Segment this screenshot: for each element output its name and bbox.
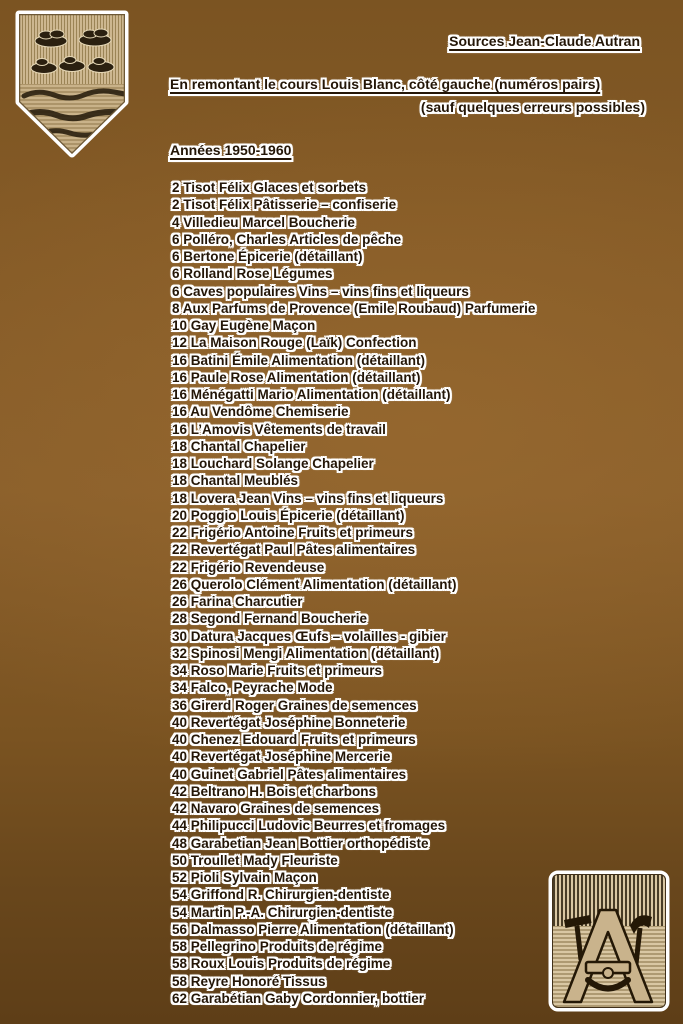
list-item: 58 Pellegrino Produits de régime (172, 939, 383, 954)
list-item: 42 Navaro Graines de semences (172, 801, 380, 816)
list-item: 40 Chenez Edouard Fruits et primeurs (172, 732, 416, 747)
list-item: 34 Falco, Peyrache Mode (172, 680, 333, 696)
list-item: 16 Paule Rose Alimentation (détaillant) (172, 369, 421, 385)
list-item: 32 Spinosi Mengi Alimentation (détaillant) (172, 645, 440, 661)
list-item: 2 Tisot Félix Pâtisserie – confiserie (172, 197, 397, 213)
list-item: 20 Poggio Louis Épicerie (détaillant) (172, 507, 405, 523)
list-item: 10 Gay Eugène Maçon (172, 318, 316, 333)
list-item: 58 Reyre Honoré Tissus (172, 973, 326, 989)
list-item: 26 Querolo Clément Alimentation (détaillant) (172, 576, 457, 592)
source-credit: Sources Jean-Claude Autran (449, 33, 640, 49)
list-item: 18 Chantal Meublés (172, 473, 299, 489)
period-heading: Années 1950-1960 (170, 142, 292, 158)
list-item: 6 Caves populaires Vins – vins fins et liqueurs (172, 283, 469, 299)
business-list (172, 179, 535, 1007)
list-item: 18 Chantal Chapelier (172, 438, 306, 454)
list-item: 22 Frigério Revendeuse (172, 559, 325, 575)
page-title: En remontant le cours Louis Blanc, côté gauche (numéros pairs) (170, 76, 601, 92)
list-item: 28 Segond Fernand Boucherie (172, 611, 368, 627)
list-item: 8 Aux Parfums de Provence (Emile Roubaud) Parfumerie (172, 300, 536, 316)
list-item: 18 Louchard Solange Chapelier (172, 456, 374, 471)
page-subtitle: (sauf quelques erreurs possibles) (420, 99, 645, 115)
list-item: 2 Tisot Félix Glaces et sorbets (172, 180, 367, 195)
list-item: 42 Beltrano H. Bois et charbons (172, 783, 377, 799)
list-item: 40 Revertégat Joséphine Mercerie (172, 749, 391, 765)
list-item: 48 Garabetian Jean Bottier orthopédiste (172, 835, 429, 851)
list-item: 16 Batini Émile Alimentation (détaillant) (172, 352, 426, 368)
list-item: 4 Villedieu Marcel Boucherie (172, 214, 355, 230)
list-item: 18 Lovera Jean Vins – vins fins et liqueurs (172, 490, 444, 506)
list-item: 58 Roux Louis Produits de régime (172, 956, 391, 972)
list-item: 52 Pioli Sylvain Maçon (172, 870, 317, 885)
list-item: 34 Roso Marie Fruits et primeurs (172, 663, 383, 678)
list-item: 36 Girerd Roger Graines de semences (172, 697, 417, 713)
shield-crest-icon (6, 6, 138, 162)
list-item: 16 Au Vendôme Chemiserie (172, 404, 349, 420)
list-item: 56 Dalmasso Pierre Alimentation (détaillant) (172, 921, 454, 937)
list-item: 54 Griffond R. Chirurgien-dentiste (172, 887, 390, 903)
list-item: 16 L’Amovis Vêtements de travail (172, 421, 386, 437)
list-item: 50 Troullet Mady Fleuriste (172, 852, 338, 868)
list-item: 54 Martin P.-A. Chirurgien-dentiste (172, 904, 393, 920)
list-item: 44 Philipucci Ludovic Beurres et fromages (172, 818, 446, 834)
list-item: 12 La Maison Rouge (Laïk) Confection (172, 335, 417, 351)
list-item: 6 Polléro, Charles Articles de pêche (172, 231, 402, 247)
list-item: 30 Datura Jacques Œufs – volailles - gibier (172, 628, 446, 644)
list-item: 6 Bertone Épicerie (détaillant) (172, 249, 363, 264)
compass-hammers-emblem-icon (544, 868, 674, 1016)
list-item: 16 Ménégatti Mario Alimentation (détaillant) (172, 387, 451, 402)
list-item: 26 Farina Charcutier (172, 594, 303, 609)
list-item: 40 Revertégat Joséphine Bonneterie (172, 714, 406, 730)
list-item: 22 Revertégat Paul Pâtes alimentaires (172, 542, 416, 558)
list-item: 6 Rolland Rose Légumes (172, 266, 333, 282)
list-item: 22 Frigério Antoine Fruits et primeurs (172, 525, 414, 540)
list-item: 40 Guinet Gabriel Pâtes alimentaires (172, 766, 407, 782)
list-item: 62 Garabétian Gaby Cordonnier, bottier (172, 990, 425, 1006)
